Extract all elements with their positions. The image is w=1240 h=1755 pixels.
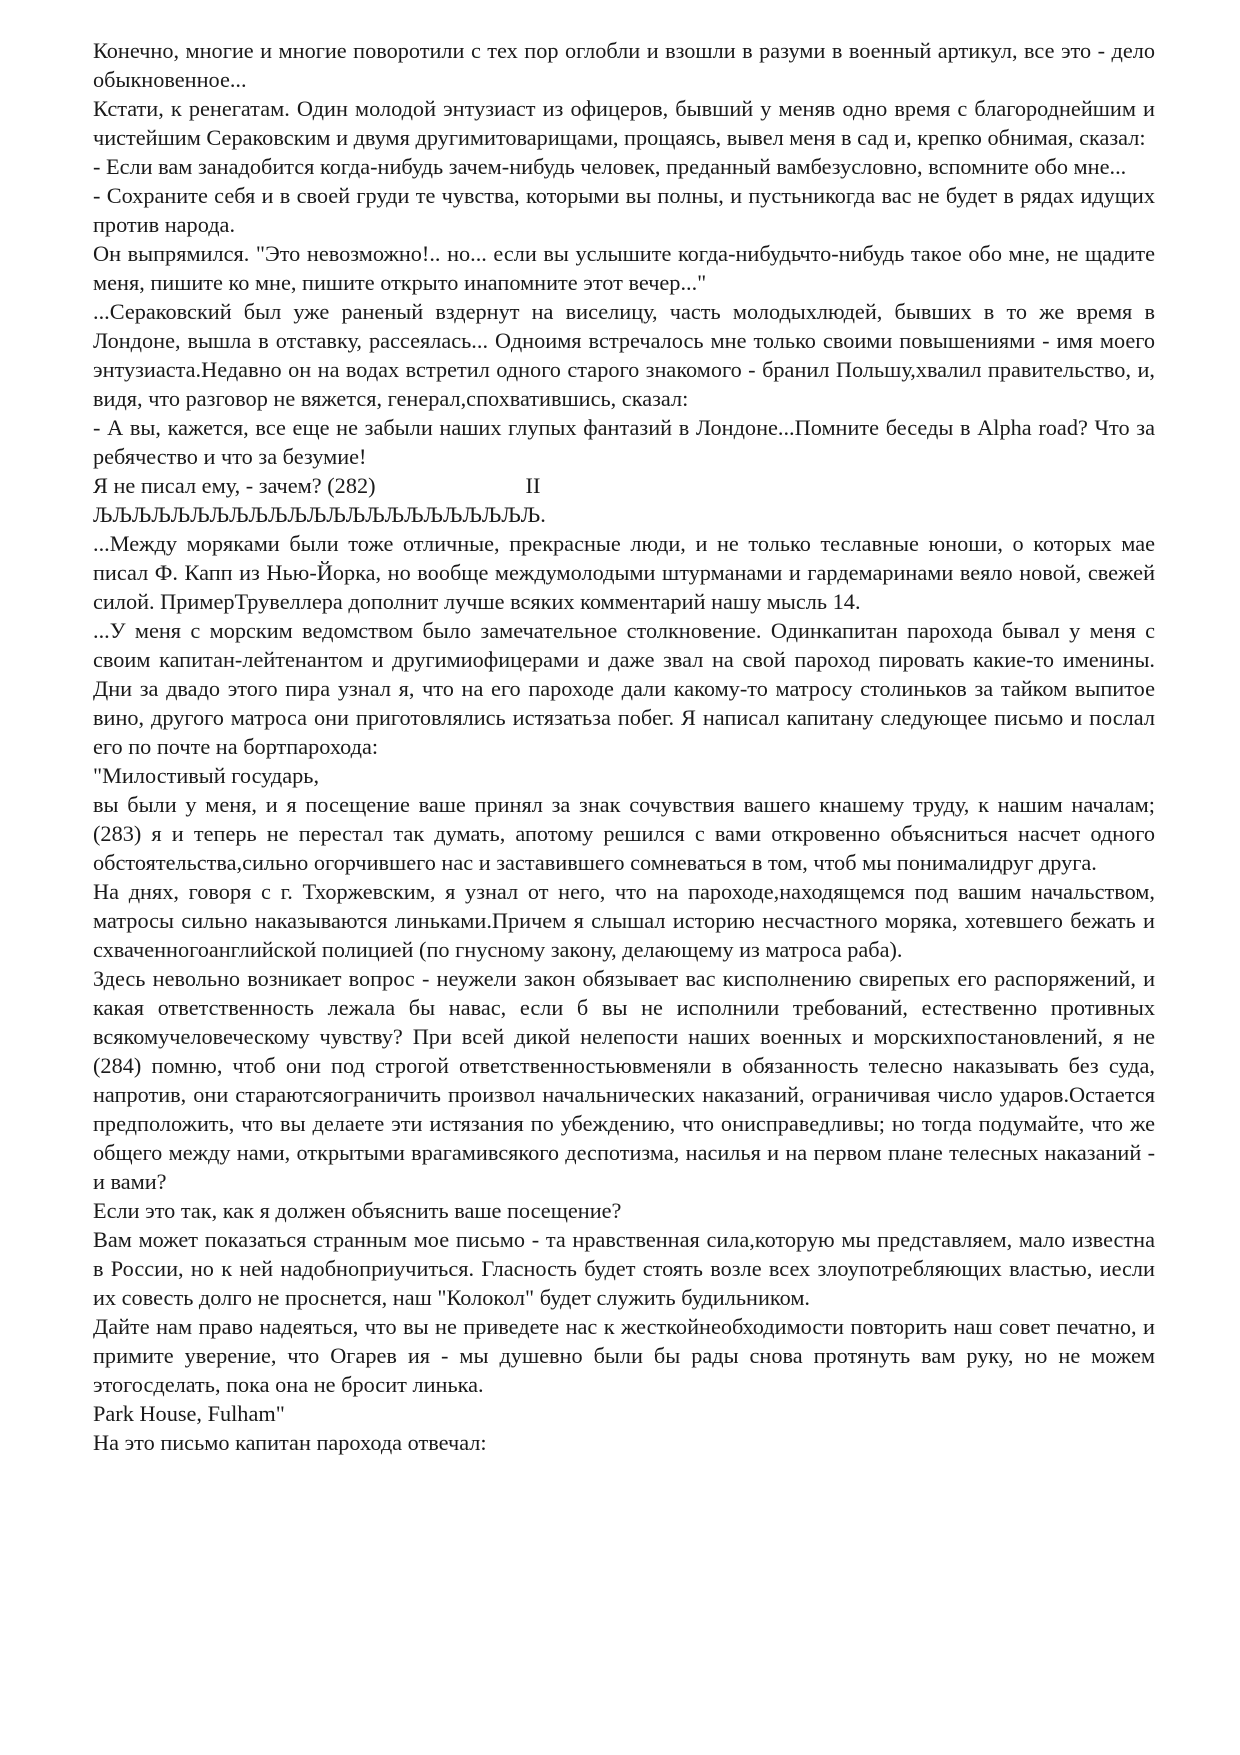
letter-signature: Park House, Fulham" (93, 1401, 285, 1426)
paragraph-10: вы были у меня, и я посещение ваше принял за знак сочувствия вашего кнашему труду, к нашим началам; (283) я и теперь не перестал так думать, апотому решился с вами откровенно объясниться насчет одного обстоятельства,сильно огорчившего нас и заставившего сомневаться в том, чтоб мы понималидруг друга. (93, 792, 1155, 875)
letter-salutation: "Милостивый государь, (93, 763, 320, 788)
paragraph-4: - Сохраните себя и в своей груди те чувства, которыми вы полны, и пустьникогда вас не будет в рядах идущих против народа. (93, 183, 1155, 237)
paragraph-13: Если это так, как я должен объяснить ваше посещение? (93, 1198, 622, 1223)
paragraph-2: Кстати, к ренегатам. Один молодой энтузиаст из офицеров, бывший у меняв одно время с благороднейшим и чистейшим Сераковским и двумя другимитоварищами, прощаясь, вывел меня в сад и, крепко обнимая, сказал: (93, 96, 1155, 150)
paragraph-14: Вам может показаться странным мое письмо - та нравственная сила,которую мы представляем, мало известна в России, но к ней надобноприучиться. Гласность будет стоять возле всех злоупотребляющих властью, иесли их совесть долго не проснется, наш "Колокол" будет служить будильником. (93, 1227, 1155, 1310)
paragraph-8: ...Между моряками были тоже отличные, прекрасные люди, и не только теславные юноши, о которых мае писал Ф. Капп из Нью-Йорка, но вообще междумолодыми штурманами и гардемаринами веяло новой, свежей силой. ПримерТрувеллера дополнит лучше всяких комментарий нашу мысль 14. (93, 531, 1155, 614)
paragraph-5: Он выпрямился. "Это невозможно!.. но... если вы услышите когда-нибудьчто-нибудь такое обо мне, не щадите меня, пишите ко мне, пишите открыто инапомните этот вечер..." (93, 241, 1155, 295)
paragraph-1: Конечно, многие и многие поворотили с тех пор оглобли и взошли в разуми в военный артикул, все это - дело обыкновенное... (93, 38, 1155, 92)
paragraph-9: ...У меня с морским ведомством было замечательное столкновение. Одинкапитан парохода бывал у меня с своим капитан-лейтенантом и другимиофицерами и даже звал на свой пароход пировать какие-то именины. Дни за двадо этого пира узнал я, что на его пароходе дали какому-то матросу столиньков за тайком выпитое вино, другого матроса они приготовлялись истязатьза побег. Я написал капитану следующее письмо и послал его по почте на бортпарохода: (93, 618, 1155, 759)
document-page (93, 36, 1155, 1457)
closing-line-row (93, 471, 1155, 500)
paragraph-3: - Если вам занадобится когда-нибудь зачем-нибудь человек, преданный вамбезусловно, вспомните обо мне... (93, 154, 1127, 179)
paragraph-15: Дайте нам право надеяться, что вы не приведете нас к жесткойнеобходимости повторить наш совет печатно, и примите уверение, что Огарев ия - мы душевно были бы рады снова протянуть вам руку, но не можем этогосделать, пока она не бросит линька. (93, 1314, 1155, 1397)
separator-line: ЉЉЉЉЉЉЉЉЉЉЉЉЉЉЉЉЉЉЉЉЉЉЉ. (93, 502, 546, 527)
paragraph-12: Здесь невольно возникает вопрос - неужели закон обязывает вас кисполнению свирепых его распоряжений, и какая ответственность лежала бы навас, если б вы не исполнили требований, естественно противных всякомучеловеческому чувству? При всей дикой нелепости наших военных и морскихпостановлений, я не (284) помню, чтоб они под строгой ответственностьювменяли в обязанность телесно наказывать без суда, напротив, они стараютсяограничить произвол начальнических наказаний, ограничивая число ударов.Остается предположить, что вы делаете эти истязания по убеждению, что онисправедливы; но тогда подумайте, что же общего между нами, открытыми врагамивсякого деспотизма, насилья и на первом плане телесных наказаний - и вами? (93, 966, 1155, 1194)
section-numeral: II (525, 473, 541, 498)
paragraph-11: На днях, говоря с г. Тхоржевским, я узнал от него, что на пароходе,находящемся под вашим начальством, матросы сильно наказываются линьками.Причем я слышал историю несчастного моряка, хотевшего бежать и схваченногоанглийской полицией (по гнусному закону, делающему из матроса раба). (93, 879, 1155, 962)
paragraph-7: - А вы, кажется, все еще не забыли наших глупых фантазий в Лондоне...Помните беседы в Alpha road? Что за ребячество и что за безумие! (93, 415, 1155, 469)
final-line: На это письмо капитан парохода отвечал: (93, 1430, 487, 1455)
closing-line: Я не писал ему, - зачем? (282) (93, 473, 376, 498)
paragraph-6: ...Сераковский был уже раненый вздернут на виселицу, часть молодыхлюдей, бывших в то же время в Лондоне, вышла в отставку, рассеялась... Одноимя встречалось мне только своими повышениями - имя моего энтузиаста.Недавно он на водах встретил одного старого знакомого - бранил Польшу,хвалил правительство, и, видя, что разговор не вяжется, генерал,спохватившись, сказал: (93, 299, 1155, 411)
